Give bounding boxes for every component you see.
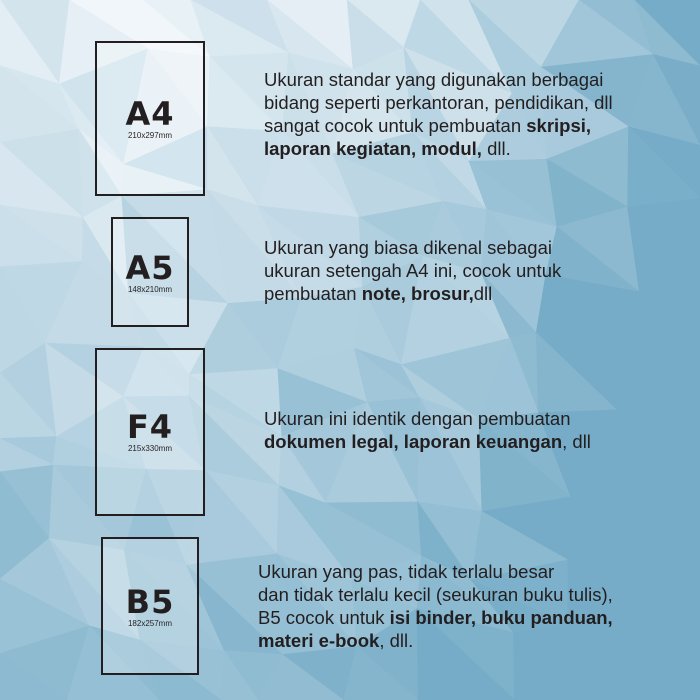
- text-run: B5 cocok untuk: [258, 607, 390, 628]
- paper-code: F4: [126, 408, 174, 446]
- description-line: [264, 91, 613, 114]
- text-run: dll.: [481, 138, 511, 159]
- text-run: , dll.: [379, 630, 414, 651]
- description-f4: [264, 407, 591, 453]
- paper-dimensions: 182x257mm: [127, 619, 173, 628]
- paper-code: B5: [125, 583, 175, 621]
- description-line: [264, 236, 561, 259]
- description-line: [264, 137, 613, 160]
- description-a5: [264, 236, 561, 305]
- text-run: pembuatan: [264, 283, 362, 304]
- text-run: Ukuran standar yang digunakan berbagai: [264, 69, 604, 90]
- bold-text-run: dokumen legal, laporan keuangan: [264, 431, 563, 452]
- paper-b5: [101, 537, 199, 675]
- paper-a5: [111, 217, 189, 327]
- description-b5: [258, 560, 613, 652]
- paper-code: A4: [125, 95, 175, 133]
- description-line: [258, 629, 613, 652]
- description-line: [258, 560, 613, 583]
- description-line: [264, 407, 591, 430]
- paper-dimensions: 148x210mm: [127, 285, 173, 294]
- paper-dimensions: 215x330mm: [127, 444, 173, 453]
- bold-text-run: note, brosur,: [361, 283, 474, 304]
- paper-code: A5: [125, 249, 175, 287]
- paper-dimensions: 210x297mm: [127, 131, 173, 140]
- description-line: [264, 114, 613, 137]
- description-line: [264, 282, 561, 305]
- bold-text-run: isi binder, buku panduan,: [389, 607, 613, 628]
- paper-a4: [95, 41, 205, 196]
- text-run: sangat cocok untuk pembuatan: [264, 115, 527, 136]
- bold-text-run: materi e-book: [258, 630, 380, 651]
- text-run: , dll: [562, 431, 591, 452]
- text-run: Ukuran yang biasa dikenal sebagai: [264, 237, 552, 258]
- text-run: dan tidak terlalu kecil (seukuran buku tulis),: [258, 584, 613, 605]
- description-a4: [264, 68, 613, 160]
- bold-text-run: laporan kegiatan, modul,: [264, 138, 482, 159]
- paper-f4: [95, 348, 205, 516]
- description-line: [264, 68, 613, 91]
- text-run: bidang seperti perkantoran, pendidikan, dll: [264, 92, 613, 113]
- description-line: [258, 583, 613, 606]
- description-line: [264, 259, 561, 282]
- text-run: Ukuran ini identik dengan pembuatan: [264, 408, 571, 429]
- description-line: [264, 430, 591, 453]
- bold-text-run: skripsi,: [526, 115, 592, 136]
- text-run: ukuran setengah A4 ini, cocok untuk: [264, 260, 562, 281]
- description-line: [258, 606, 613, 629]
- text-run: Ukuran yang pas, tidak terlalu besar: [258, 561, 555, 582]
- text-run: dll: [473, 283, 493, 304]
